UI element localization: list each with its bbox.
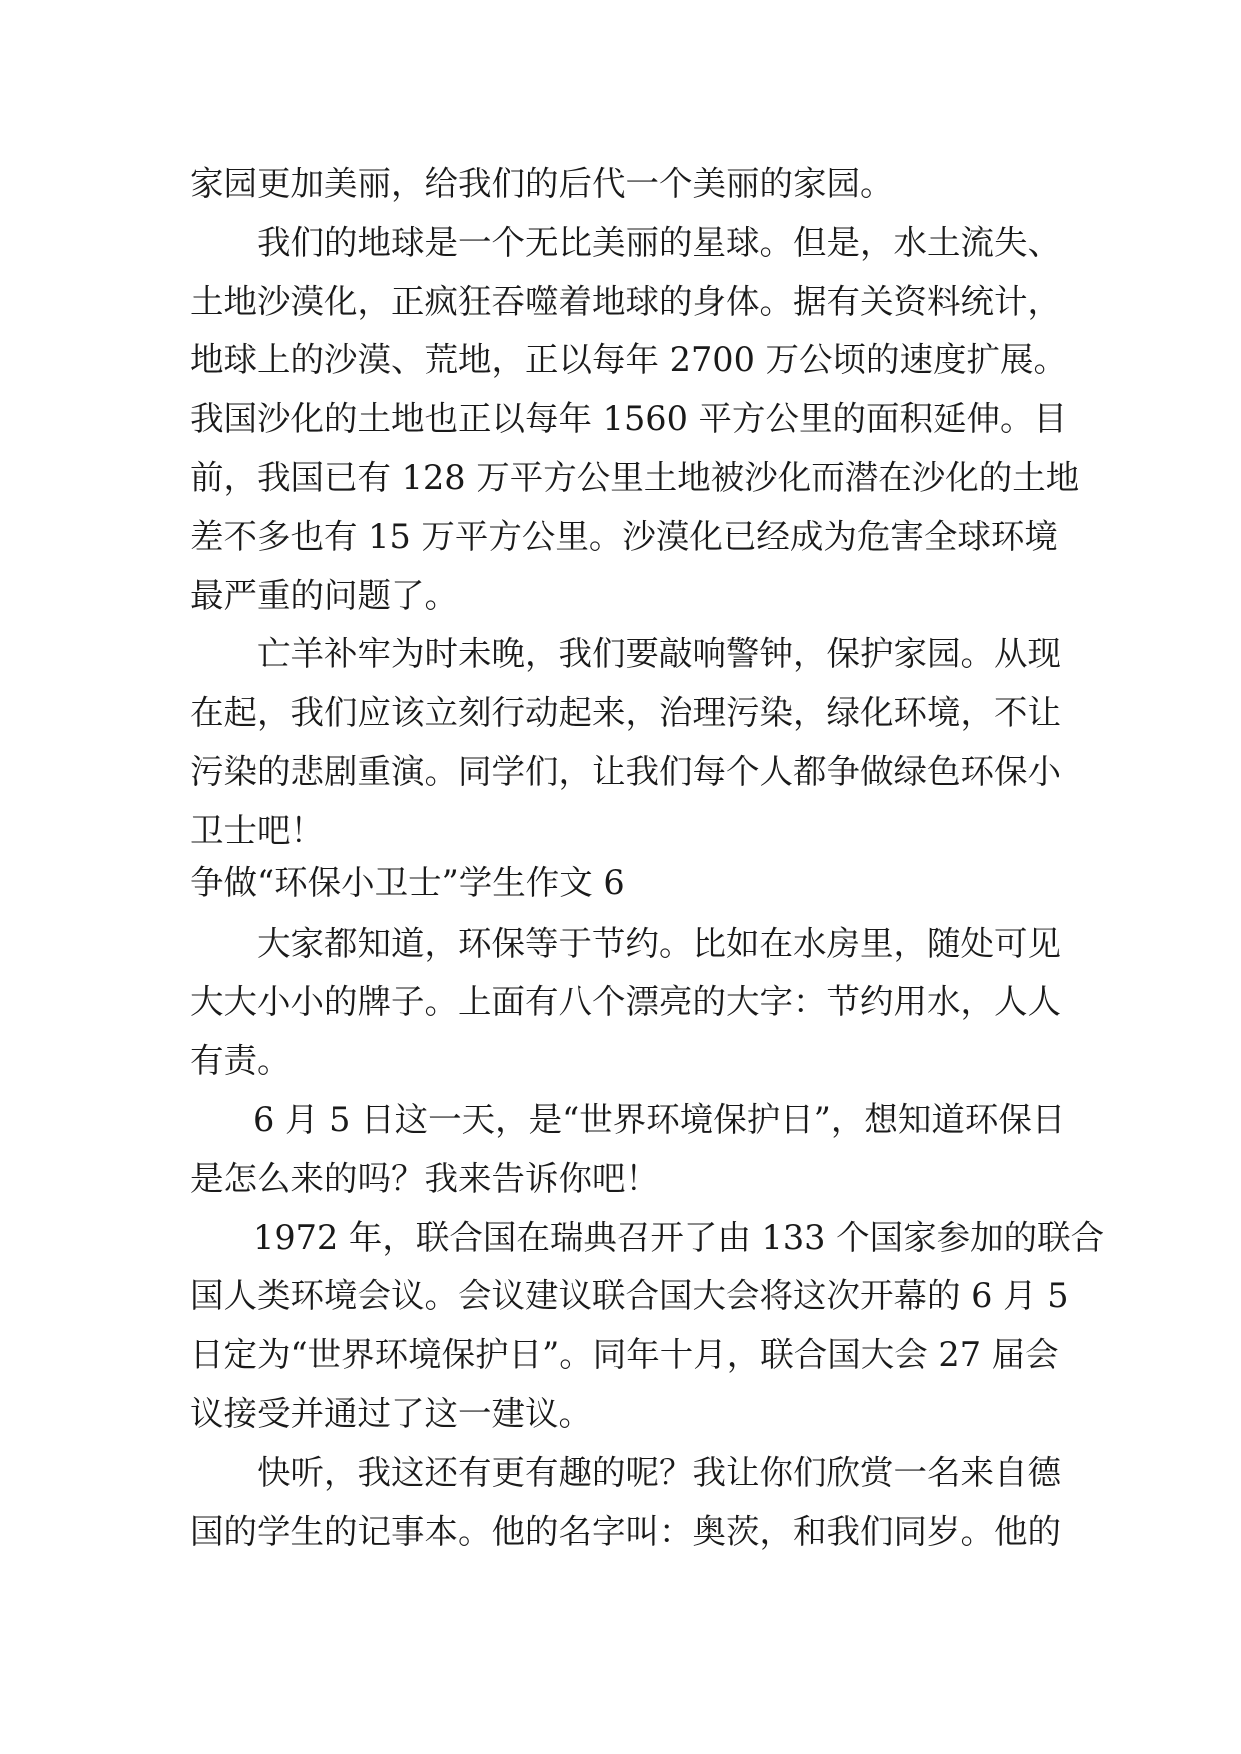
text-line: 卫士吧！ xyxy=(190,810,324,850)
text-line: 大大小小的牌子。上面有八个漂亮的大字：节约用水，人人 xyxy=(190,982,1061,1022)
text-line: 有责。 xyxy=(190,1041,291,1081)
text-line: 污染的悲剧重演。同学们，让我们每个人都争做绿色环保小 xyxy=(190,751,1061,791)
text-line: 我国沙化的土地也正以每年 1560 平方公里的面积延伸。目 xyxy=(190,399,1068,439)
text-line: 议接受并通过了这一建议。 xyxy=(190,1393,592,1433)
paragraph-start: 大家都知道，环保等于节约。比如在水房里，随处可见 xyxy=(257,923,1061,963)
document-body xyxy=(190,155,1105,1561)
text-line: 土地沙漠化，正疯狂吞噬着地球的身体。据有关资料统计， xyxy=(190,281,1061,321)
text-line: 差不多也有 15 万平方公里。沙漠化已经成为危害全球环境 xyxy=(190,516,1058,556)
text-line: 在起，我们应该立刻行动起来，治理污染，绿化环境，不让 xyxy=(190,693,1061,733)
text-line: 国的学生的记事本。他的名字叫：奥茨，和我们同岁。他的 xyxy=(190,1511,1061,1551)
text-line: 家园更加美丽，给我们的后代一个美丽的家园。 xyxy=(190,164,894,203)
text-line: 最严重的问题了。 xyxy=(190,575,458,615)
paragraph-start: 1972 年，联合国在瑞典召开了由 133 个国家参加的联合 xyxy=(253,1217,1105,1257)
section-heading: 争做“环保小卫士”学生作文 6 xyxy=(190,862,625,902)
text-line: 地球上的沙漠、荒地，正以每年 2700 万公顷的速度扩展。 xyxy=(190,340,1068,380)
paragraph-start: 亡羊补牢为时未晚，我们要敲响警钟，保护家园。从现 xyxy=(257,634,1061,674)
paragraph-start: 6 月 5 日这一天，是“世界环境保护日”，想知道环保日 xyxy=(253,1099,1066,1139)
paragraph-start: 我们的地球是一个无比美丽的星球。但是，水土流失、 xyxy=(257,222,1061,262)
text-line: 前，我国已有 128 万平方公里土地被沙化而潜在沙化的土地 xyxy=(190,457,1080,497)
text-line: 日定为“世界环境保护日”。同年十月，联合国大会 27 届会 xyxy=(190,1335,1059,1375)
text-line: 国人类环境会议。会议建议联合国大会将这次开幕的 6 月 5 xyxy=(190,1276,1069,1316)
paragraph-start: 快听，我这还有更有趣的呢？我让你们欣赏一名来自德 xyxy=(257,1452,1061,1492)
text-line: 是怎么来的吗？我来告诉你吧！ xyxy=(190,1158,659,1198)
